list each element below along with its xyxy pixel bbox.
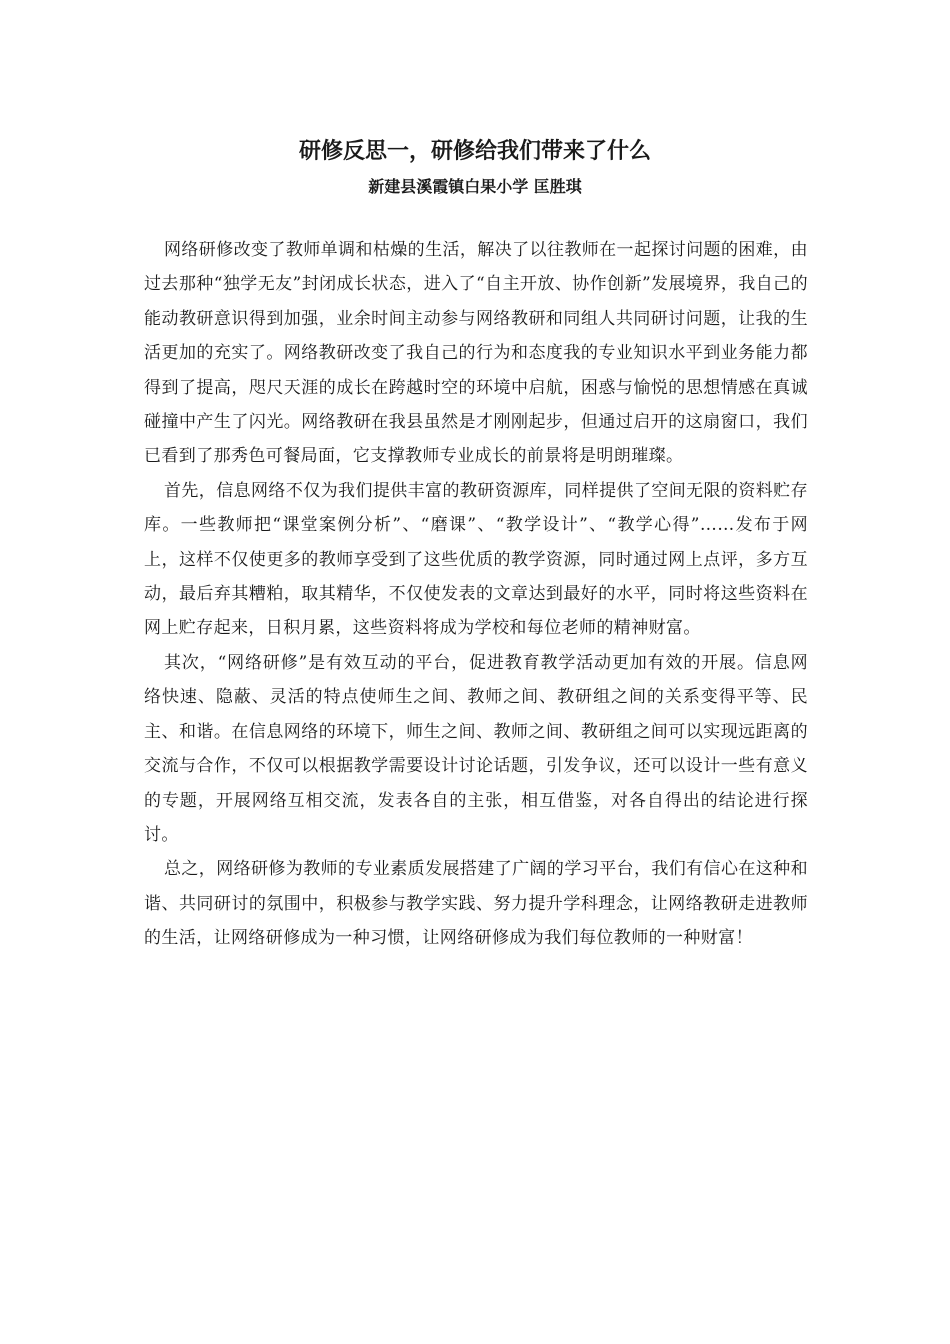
document-title: 研修反思一，研修给我们带来了什么 [298, 139, 651, 164]
paragraph-intro: 网络研修改变了教师单调和枯燥的生活，解决了以往教师在一起探讨问题的困难，由过去那种“独学无友”封闭成长状态，进入了“自主开放、协作创新”发展境界，我自己的能动教研意识得到加强，业余时间主动参与网络教研和同组人共同研讨问题，让我的生活更加的充实了。网络教研改变了我自己的行为和态度我的专业知识水平到业务能力都得到了提高，咫尺天涯的成长在跨越时空的环境中启航，困惑与愉悦的思想情感在真诚碰撞中产生了闪光。网络教研在我县虽然是才刚刚起步，但通过启开的这扇窗口，我们已看到了那秀色可餐局面，它支撑教师专业成长的前景将是明朗璀璨。 [144, 240, 808, 467]
author-line: 新建县溪霞镇白果小学 匡胜琪 [368, 177, 582, 196]
paragraph-conclusion: 总之，网络研修为教师的专业素质发展搭建了广阔的学习平台，我们有信心在这种和谐、共同研讨的氛围中，积极参与教学实践、努力提升学科理念，让网络教研走进教师的生活，让网络研修成为一种习惯，让网络研修成为我们每位教师的一种财富！ [144, 859, 808, 949]
paragraph-first: 首先，信息网络不仅为我们提供丰富的教研资源库，同样提供了空间无限的资料贮存库。一些教师把“课堂案例分析”、“磨课”、“教学设计”、“教学心得”……发布于网上，这样不仅使更多的教师享受到了这些优质的教学资源，同时通过网上点评，多方互动，最后弃其糟粕，取其精华，不仅使发表的文章达到最好的水平，同时将这些资料在网上贮存起来，日积月累，这些资料将成为学校和每位老师的精神财富。 [144, 480, 808, 639]
document-body [144, 233, 808, 956]
paragraph-second: 其次，“网络研修”是有效互动的平台，促进教育教学活动更加有效的开展。信息网络快速、隐蔽、灵活的特点使师生之间、教师之间、教研组之间的关系变得平等、民主、和谐。在信息网络的环境下，师生之间、教师之间、教研组之间可以实现远距离的交流与合作，不仅可以根据教学需要设计讨论话题，引发争议，还可以设计一些有意义的专题，开展网络互相交流，发表各自的主张，相互借鉴，对各自得出的结论进行探讨。 [144, 652, 808, 845]
